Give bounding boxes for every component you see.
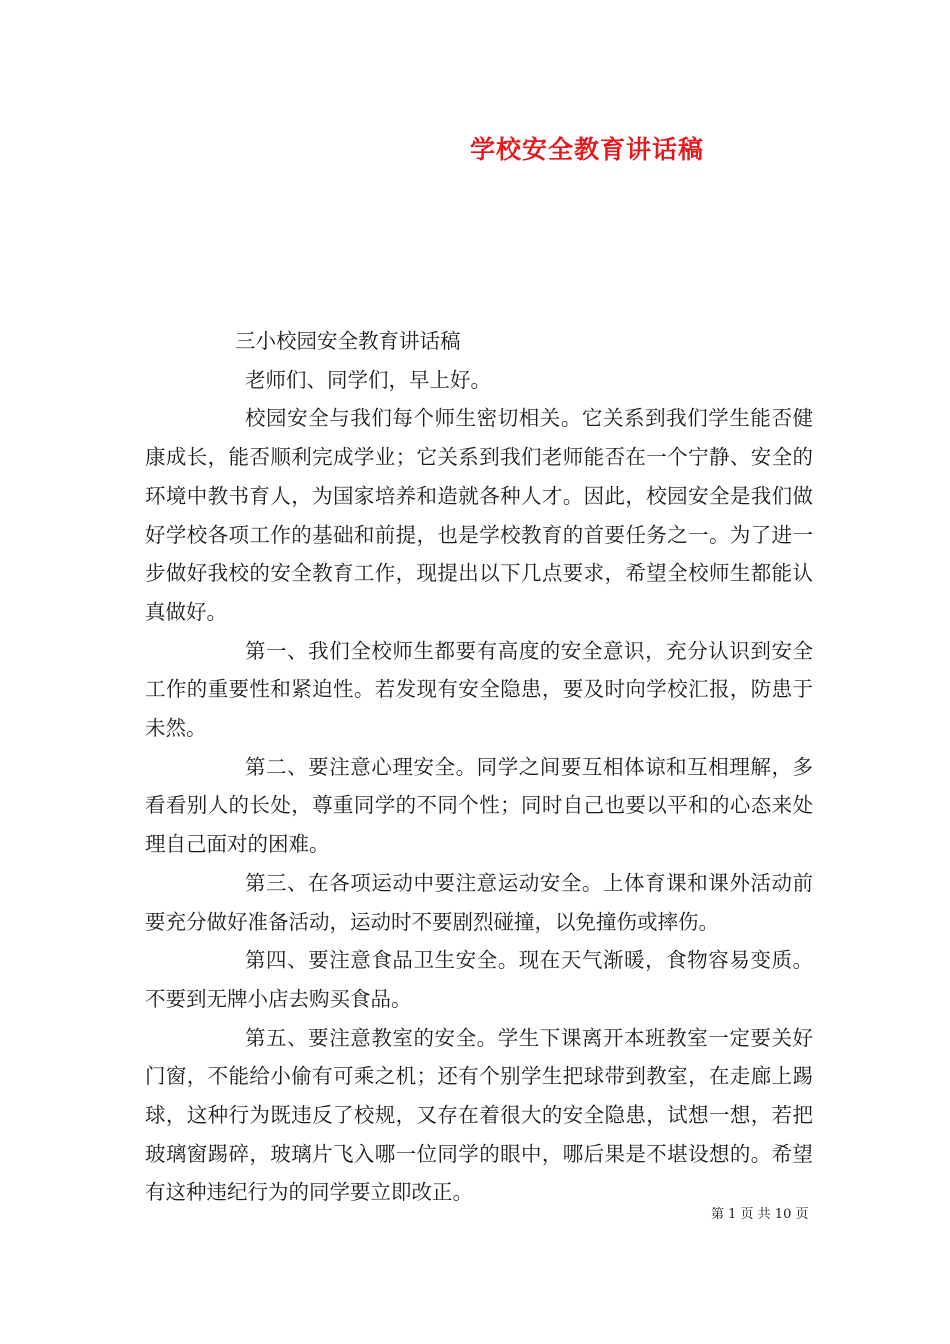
paragraph-intro: 校园安全与我们每个师生密切相关。它关系到我们学生能否健康成长，能否顺利完成学业；它关系到我们老师能否在一个宁静、安全的环境中教书育人，为国家培养和造就各种人才。因此，校园安全是我们做好学校各项工作的基础和前提，也是学校教育的首要任务之一。为了进一步做好我校的安全教育工作，现提出以下几点要求，希望全校师生都能认真做好。 <box>145 406 813 624</box>
paragraph-first: 第一、我们全校师生都要有高度的安全意识，充分认识到安全工作的重要性和紧迫性。若发现有安全隐患，要及时向学校汇报，防患于未然。 <box>145 638 813 741</box>
paragraph-second: 第二、要注意心理安全。同学之间要互相体谅和互相理解，多看看别人的长处，尊重同学的不同个性；同时自己也要以平和的心态来处理自己面对的困难。 <box>145 754 813 857</box>
page-number-footer: 第 1 页 共 10 页 <box>711 1207 809 1222</box>
document-subtitle: 三小校园安全教育讲话稿 <box>235 329 461 353</box>
paragraph-third: 第三、在各项运动中要注意运动安全。上体育课和课外活动前要充分做好准备活动，运动时不要剧烈碰撞，以免撞伤或摔伤。 <box>145 870 813 934</box>
document-body <box>145 322 813 1212</box>
document-title: 学校安全教育讲话稿 <box>470 135 705 164</box>
paragraph-fifth: 第五、要注意教室的安全。学生下课离开本班教室一定要关好门窗，不能给小偷有可乘之机；还有个别学生把球带到教室，在走廊上踢球，这种行为既违反了校规，又存在着很大的安全隐患，试想一想，若把玻璃窗踢碎，玻璃片飞入哪一位同学的眼中，哪后果是不堪设想的。希望有这种违纪行为的同学要立即改正。 <box>145 1025 813 1205</box>
paragraph-fourth: 第四、要注意食品卫生安全。现在天气渐暖，食物容易变质。不要到无牌小店去购买食品。 <box>145 948 813 1011</box>
greeting-line: 老师们、同学们，早上好。 <box>245 367 491 392</box>
